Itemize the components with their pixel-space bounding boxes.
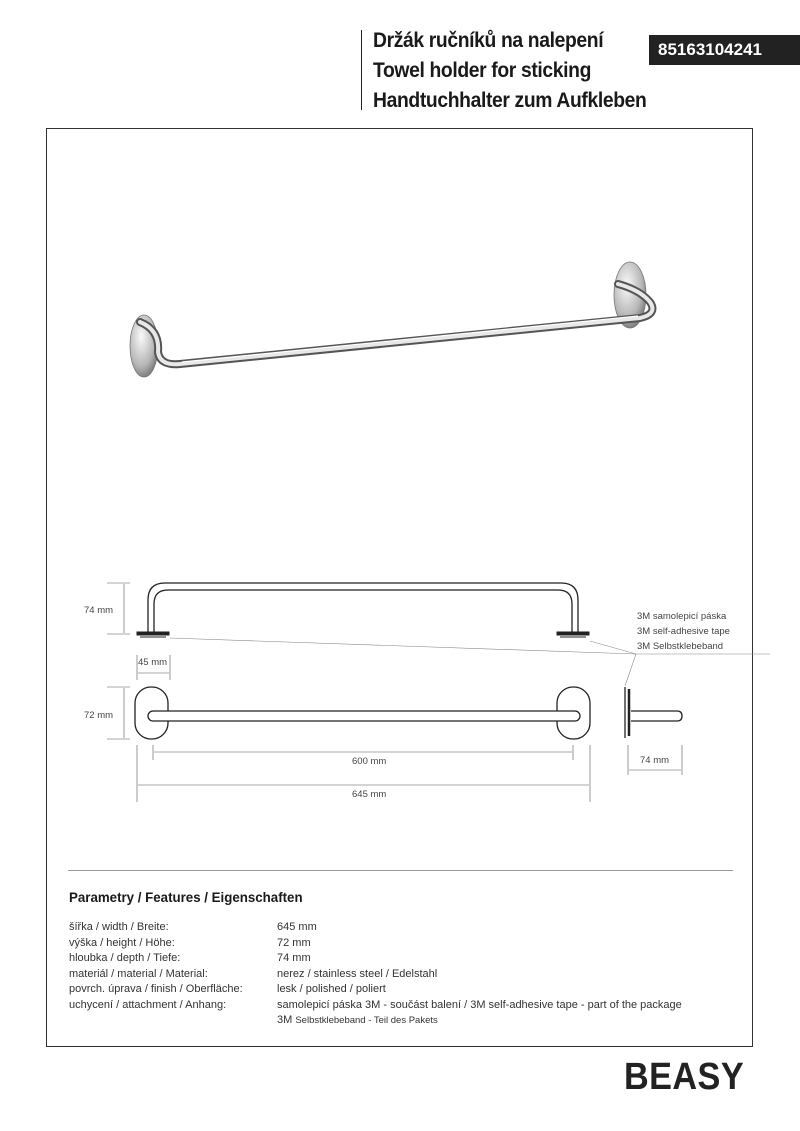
dim-height: 72 mm bbox=[84, 710, 114, 721]
side-view-drawing bbox=[625, 687, 682, 738]
title-en: Towel holder for sticking bbox=[373, 59, 592, 82]
product-code-badge: 85163104241 bbox=[649, 35, 800, 65]
front-view-drawing bbox=[135, 687, 590, 739]
continuation-text: Selbstklebeband - Teil des Pakets bbox=[295, 1015, 438, 1026]
continuation-prefix: 3M bbox=[277, 1014, 293, 1026]
feature-row bbox=[69, 952, 311, 964]
product-photo bbox=[130, 262, 652, 377]
feature-value: 74 mm bbox=[277, 952, 311, 964]
title-de: Handtuchhalter zum Aufkleben bbox=[373, 89, 647, 112]
feature-row bbox=[69, 937, 311, 949]
feature-row bbox=[69, 921, 317, 933]
feature-value-continuation bbox=[277, 1014, 438, 1026]
tape-label-de: 3M Selbstklebeband bbox=[637, 641, 724, 652]
feature-label: materiál / material / Material: bbox=[69, 968, 208, 980]
feature-row bbox=[69, 983, 386, 995]
feature-row bbox=[69, 999, 682, 1011]
tape-label-cz: 3M samolepicí páska bbox=[637, 611, 727, 622]
feature-value: lesk / polished / poliert bbox=[277, 983, 386, 995]
feature-label: povrch. úprava / finish / Oberfläche: bbox=[69, 983, 243, 995]
feature-value: 645 mm bbox=[277, 921, 317, 933]
feature-label: výška / height / Höhe: bbox=[69, 937, 175, 949]
dimension-lines bbox=[107, 583, 682, 802]
feature-value: samolepicí páska 3M - součást balení / 3M self-adhesive tape - part of the package bbox=[277, 999, 682, 1011]
feature-value: 72 mm bbox=[277, 937, 311, 949]
dim-plate-width: 45 mm bbox=[138, 657, 168, 668]
feature-label: šířka / width / Breite: bbox=[69, 921, 169, 933]
title-cz: Držák ručníků na nalepení bbox=[373, 29, 604, 52]
dim-inner-length: 600 mm bbox=[352, 756, 387, 767]
feature-value: nerez / stainless steel / Edelstahl bbox=[277, 968, 438, 980]
feature-label: uchycení / attachment / Anhang: bbox=[69, 999, 227, 1011]
dim-total-length: 645 mm bbox=[352, 789, 387, 800]
tape-label-en: 3M self-adhesive tape bbox=[637, 626, 730, 637]
dim-depth-side: 74 mm bbox=[640, 755, 670, 766]
dim-depth-top: 74 mm bbox=[84, 605, 114, 616]
features-heading: Parametry / Features / Eigenschaften bbox=[69, 889, 303, 905]
feature-label: hloubka / depth / Tiefe: bbox=[69, 952, 181, 964]
feature-row bbox=[69, 968, 438, 980]
top-view-drawing bbox=[137, 583, 589, 637]
section-divider bbox=[68, 870, 733, 871]
brand-logo: BEASY bbox=[624, 1056, 745, 1098]
